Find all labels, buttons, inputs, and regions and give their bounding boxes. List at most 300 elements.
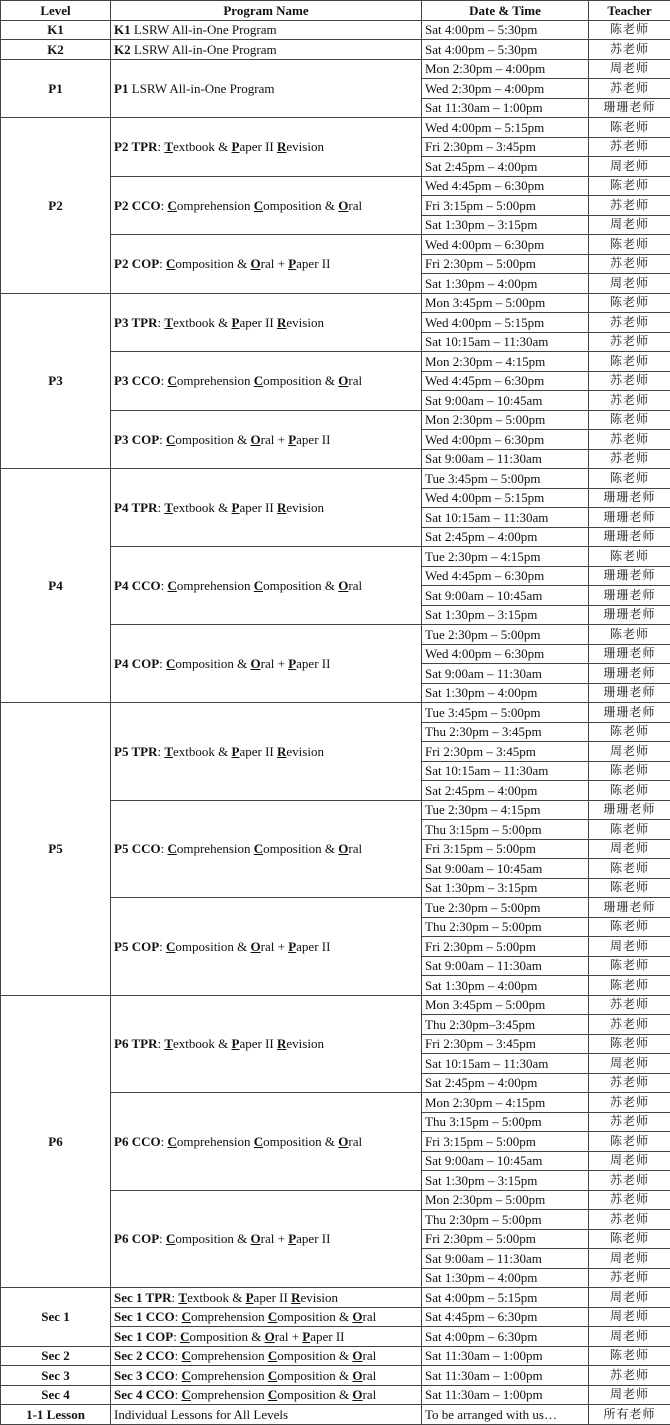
date-time-cell: Sat 9:00am – 11:30am: [422, 1249, 589, 1269]
program-initial-letter: T: [164, 500, 173, 515]
program-name-text: LSRW All-in-One Program: [131, 42, 277, 57]
teacher-cell: 陈老师: [589, 547, 670, 567]
level-cell: Sec 1: [1, 1288, 111, 1347]
program-name-text: aper II: [239, 1036, 277, 1051]
program-initial-letter: R: [277, 139, 286, 154]
program-initial-letter: O: [338, 841, 348, 856]
program-initial-letter: O: [352, 1387, 362, 1402]
teacher-cell: 珊珊老师: [589, 98, 670, 118]
program-name-text: aper II: [296, 656, 330, 671]
date-time-cell: Fri 2:30pm – 5:00pm: [422, 937, 589, 957]
program-initial-letter: C: [254, 198, 263, 213]
date-time-cell: Thu 3:15pm – 5:00pm: [422, 820, 589, 840]
program-code: Sec 4 CCO: [114, 1387, 175, 1402]
header-program-name: Program Name: [111, 1, 422, 21]
program-name-text: omposition &: [277, 1348, 352, 1363]
program-name-text: :: [159, 256, 166, 271]
date-time-cell: Sat 9:00am – 11:30am: [422, 956, 589, 976]
teacher-cell: 苏老师: [589, 40, 670, 60]
program-name-cell: [111, 1327, 422, 1347]
date-time-cell: Fri 2:30pm – 5:00pm: [422, 1229, 589, 1249]
program-code: P6 CCO: [114, 1134, 161, 1149]
program-name-cell: [111, 20, 422, 40]
teacher-cell: 苏老师: [589, 391, 670, 411]
date-time-cell: Sat 9:00am – 10:45am: [422, 586, 589, 606]
date-time-cell: Tue 2:30pm – 5:00pm: [422, 625, 589, 645]
program-name-text: extbook &: [173, 315, 232, 330]
program-code: P6 COP: [114, 1231, 159, 1246]
date-time-cell: Tue 3:45pm – 5:00pm: [422, 703, 589, 723]
program-name-text: :: [173, 1329, 180, 1344]
table-row: [1, 59, 670, 79]
program-name-text: ral: [348, 373, 362, 388]
program-name-cell: [111, 547, 422, 625]
teacher-cell: 珊珊老师: [589, 664, 670, 684]
program-initial-letter: C: [166, 1231, 175, 1246]
date-time-cell: Sat 10:15am – 11:30am: [422, 1054, 589, 1074]
teacher-cell: 苏老师: [589, 1190, 670, 1210]
level-cell: Sec 3: [1, 1366, 111, 1386]
date-time-cell: Sat 1:30pm – 4:00pm: [422, 683, 589, 703]
table-row: [1, 995, 670, 1015]
program-name-text: ral: [362, 1348, 376, 1363]
teacher-cell: 苏老师: [589, 196, 670, 216]
teacher-cell: 苏老师: [589, 1112, 670, 1132]
header-row: [1, 1, 670, 21]
program-name-text: :: [157, 1036, 164, 1051]
teacher-cell: 珊珊老师: [589, 508, 670, 528]
date-time-cell: Tue 2:30pm – 4:15pm: [422, 547, 589, 567]
teacher-cell: 周老师: [589, 1385, 670, 1405]
program-name-text: evision: [286, 500, 324, 515]
program-code: P1: [114, 81, 128, 96]
date-time-cell: Fri 2:30pm – 5:00pm: [422, 254, 589, 274]
program-name-text: omposition &: [175, 939, 250, 954]
program-name-text: ral +: [261, 939, 289, 954]
program-code: P5 TPR: [114, 744, 157, 759]
program-name-text: omposition &: [189, 1329, 264, 1344]
level-cell: P5: [1, 703, 111, 996]
program-name-text: :: [161, 578, 168, 593]
date-time-cell: Sat 1:30pm – 4:00pm: [422, 274, 589, 294]
date-time-cell: Mon 2:30pm – 4:15pm: [422, 352, 589, 372]
teacher-cell: 苏老师: [589, 1015, 670, 1035]
program-name-text: omprehension: [191, 1309, 268, 1324]
date-time-cell: Sat 9:00am – 10:45am: [422, 859, 589, 879]
program-name-cell: [111, 293, 422, 352]
teacher-cell: 苏老师: [589, 1366, 670, 1386]
program-initial-letter: C: [182, 1387, 191, 1402]
program-initial-letter: C: [268, 1348, 277, 1363]
program-name-text: :: [159, 939, 166, 954]
date-time-cell: Wed 4:00pm – 6:30pm: [422, 430, 589, 450]
date-time-cell: Wed 2:30pm – 4:00pm: [422, 79, 589, 99]
program-code: Sec 3 CCO: [114, 1368, 175, 1383]
level-cell: K2: [1, 40, 111, 60]
date-time-cell: Sat 11:30am – 1:00pm: [422, 1385, 589, 1405]
program-name-cell: [111, 410, 422, 469]
date-time-cell: Wed 4:00pm – 6:30pm: [422, 644, 589, 664]
teacher-cell: 陈老师: [589, 352, 670, 372]
date-time-cell: Wed 4:00pm – 5:15pm: [422, 313, 589, 333]
date-time-cell: Wed 4:45pm – 6:30pm: [422, 176, 589, 196]
date-time-cell: Sat 1:30pm – 4:00pm: [422, 1268, 589, 1288]
program-name-cell: [111, 235, 422, 294]
program-initial-letter: P: [232, 315, 240, 330]
program-code: K1: [114, 22, 131, 37]
program-name-text: aper II: [296, 1231, 330, 1246]
program-name-text: omprehension: [177, 1134, 254, 1149]
date-time-cell: Fri 3:15pm – 5:00pm: [422, 1132, 589, 1152]
program-name-text: :: [159, 656, 166, 671]
teacher-cell: 陈老师: [589, 1034, 670, 1054]
date-time-cell: Wed 4:45pm – 6:30pm: [422, 566, 589, 586]
date-time-cell: Sat 10:15am – 11:30am: [422, 761, 589, 781]
program-name-text: :: [157, 500, 164, 515]
program-name-text: :: [172, 1290, 179, 1305]
program-name-cell: [111, 703, 422, 801]
teacher-cell: 苏老师: [589, 1073, 670, 1093]
program-name-text: aper II: [239, 500, 277, 515]
date-time-cell: Fri 3:15pm – 5:00pm: [422, 839, 589, 859]
program-initial-letter: R: [291, 1290, 300, 1305]
program-name-text: extbook &: [173, 1036, 232, 1051]
teacher-cell: 珊珊老师: [589, 898, 670, 918]
program-name-cell: [111, 1093, 422, 1191]
header-level: Level: [1, 1, 111, 21]
program-code: P5 CCO: [114, 841, 161, 856]
teacher-cell: 周老师: [589, 1249, 670, 1269]
teacher-cell: 周老师: [589, 742, 670, 762]
program-initial-letter: P: [232, 139, 240, 154]
date-time-cell: Wed 4:00pm – 5:15pm: [422, 118, 589, 138]
date-time-cell: Sat 1:30pm – 4:00pm: [422, 976, 589, 996]
teacher-cell: 苏老师: [589, 995, 670, 1015]
program-name-text: omposition &: [175, 432, 250, 447]
program-name-text: :: [157, 139, 164, 154]
teacher-cell: 珊珊老师: [589, 527, 670, 547]
table-row: [1, 1385, 670, 1405]
teacher-cell: 陈老师: [589, 722, 670, 742]
teacher-cell: 周老师: [589, 215, 670, 235]
program-initial-letter: C: [254, 841, 263, 856]
program-name-text: extbook &: [173, 744, 232, 759]
program-name-text: :: [175, 1348, 182, 1363]
program-name-text: :: [157, 315, 164, 330]
program-initial-letter: P: [288, 939, 296, 954]
program-initial-letter: C: [182, 1348, 191, 1363]
teacher-cell: 珊珊老师: [589, 488, 670, 508]
program-name-text: extbook &: [173, 500, 232, 515]
program-name-text: omprehension: [177, 841, 254, 856]
date-time-cell: Sat 1:30pm – 3:15pm: [422, 1171, 589, 1191]
table-row: [1, 293, 670, 313]
program-name-cell: [111, 1366, 422, 1386]
teacher-cell: 周老师: [589, 1151, 670, 1171]
teacher-cell: 周老师: [589, 1327, 670, 1347]
date-time-cell: Sat 10:15am – 11:30am: [422, 508, 589, 528]
program-code: P3 CCO: [114, 373, 161, 388]
date-time-cell: Thu 2:30pm–3:45pm: [422, 1015, 589, 1035]
program-initial-letter: O: [338, 373, 348, 388]
table-row: [1, 1366, 670, 1386]
teacher-cell: 陈老师: [589, 293, 670, 313]
program-name-text: :: [175, 1368, 182, 1383]
program-name-text: ral: [348, 578, 362, 593]
program-code: P4 TPR: [114, 500, 157, 515]
program-initial-letter: C: [166, 656, 175, 671]
program-name-text: ral +: [275, 1329, 303, 1344]
program-name-text: omposition &: [263, 373, 338, 388]
date-time-cell: Sat 1:30pm – 3:15pm: [422, 878, 589, 898]
teacher-cell: 周老师: [589, 59, 670, 79]
program-name-text: aper II: [239, 315, 277, 330]
program-name-text: omposition &: [263, 1134, 338, 1149]
table-row: [1, 1405, 670, 1425]
program-name-text: :: [175, 1387, 182, 1402]
teacher-cell: 陈老师: [589, 878, 670, 898]
program-initial-letter: O: [265, 1329, 275, 1344]
date-time-cell: Sat 9:00am – 10:45am: [422, 391, 589, 411]
teacher-cell: 陈老师: [589, 917, 670, 937]
date-time-cell: Sat 1:30pm – 3:15pm: [422, 215, 589, 235]
table-row: [1, 469, 670, 489]
teacher-cell: 陈老师: [589, 820, 670, 840]
date-time-cell: Thu 2:30pm – 3:45pm: [422, 722, 589, 742]
program-initial-letter: P: [302, 1329, 310, 1344]
program-initial-letter: R: [277, 315, 286, 330]
teacher-cell: 陈老师: [589, 976, 670, 996]
program-name-text: ral +: [261, 656, 289, 671]
program-name-text: omposition &: [263, 198, 338, 213]
program-name-text: :: [159, 1231, 166, 1246]
program-name-text: :: [175, 1309, 182, 1324]
program-initial-letter: C: [268, 1387, 277, 1402]
teacher-cell: 陈老师: [589, 1132, 670, 1152]
program-initial-letter: C: [166, 432, 175, 447]
table-row: [1, 40, 670, 60]
table-row: [1, 703, 670, 723]
teacher-cell: 苏老师: [589, 371, 670, 391]
teacher-cell: 苏老师: [589, 1268, 670, 1288]
date-time-cell: Mon 2:30pm – 5:00pm: [422, 410, 589, 430]
program-initial-letter: R: [277, 744, 286, 759]
date-time-cell: Mon 2:30pm – 4:00pm: [422, 59, 589, 79]
date-time-cell: Sat 11:30am – 1:00pm: [422, 1366, 589, 1386]
program-name-text: ral: [348, 841, 362, 856]
program-name-text: omprehension: [177, 578, 254, 593]
teacher-cell: 珊珊老师: [589, 683, 670, 703]
program-name-text: aper II: [296, 939, 330, 954]
date-time-cell: Thu 3:15pm – 5:00pm: [422, 1112, 589, 1132]
date-time-cell: Wed 4:45pm – 6:30pm: [422, 371, 589, 391]
teacher-cell: 珊珊老师: [589, 800, 670, 820]
teacher-cell: 周老师: [589, 1054, 670, 1074]
program-name-text: aper II: [239, 139, 277, 154]
date-time-cell: Tue 2:30pm – 4:15pm: [422, 800, 589, 820]
program-name-cell: [111, 625, 422, 703]
program-initial-letter: P: [288, 656, 296, 671]
level-cell: P3: [1, 293, 111, 469]
teacher-cell: 苏老师: [589, 313, 670, 333]
program-initial-letter: C: [182, 1309, 191, 1324]
program-name-cell: [111, 1190, 422, 1288]
table-row: [1, 1288, 670, 1308]
teacher-cell: 陈老师: [589, 956, 670, 976]
program-name-text: :: [157, 744, 164, 759]
program-code: P2 TPR: [114, 139, 157, 154]
program-name-text: omprehension: [177, 198, 254, 213]
level-cell: Sec 4: [1, 1385, 111, 1405]
program-initial-letter: C: [167, 1134, 176, 1149]
teacher-cell: 周老师: [589, 157, 670, 177]
date-time-cell: Sat 10:15am – 11:30am: [422, 332, 589, 352]
teacher-cell: 周老师: [589, 839, 670, 859]
teacher-cell: 陈老师: [589, 625, 670, 645]
date-time-cell: Sat 9:00am – 11:30am: [422, 664, 589, 684]
program-initial-letter: T: [164, 1036, 173, 1051]
program-name-text: :: [159, 432, 166, 447]
program-name-text: aper II: [310, 1329, 344, 1344]
program-initial-letter: C: [268, 1368, 277, 1383]
program-name-text: omprehension: [191, 1368, 268, 1383]
date-time-cell: To be arranged with us…: [422, 1405, 589, 1425]
teacher-cell: 苏老师: [589, 1093, 670, 1113]
teacher-cell: 陈老师: [589, 1229, 670, 1249]
teacher-cell: 周老师: [589, 274, 670, 294]
program-code: P4 CCO: [114, 578, 161, 593]
program-initial-letter: C: [268, 1309, 277, 1324]
program-code: P4 COP: [114, 656, 159, 671]
program-initial-letter: C: [180, 1329, 189, 1344]
program-name-cell: [111, 118, 422, 177]
program-initial-letter: O: [338, 198, 348, 213]
program-name-text: omposition &: [277, 1387, 352, 1402]
teacher-cell: 陈老师: [589, 781, 670, 801]
program-initial-letter: T: [164, 315, 173, 330]
program-name-text: aper II: [254, 1290, 292, 1305]
program-name-cell: [111, 1385, 422, 1405]
program-code: Sec 1 CCO: [114, 1309, 175, 1324]
teacher-cell: 珊珊老师: [589, 586, 670, 606]
header-date-time: Date & Time: [422, 1, 589, 21]
program-initial-letter: P: [246, 1290, 254, 1305]
program-name-text: :: [161, 373, 168, 388]
program-name-text: omprehension: [191, 1348, 268, 1363]
table-header: [1, 1, 670, 21]
program-initial-letter: P: [288, 1231, 296, 1246]
program-initial-letter: O: [338, 1134, 348, 1149]
teacher-cell: 陈老师: [589, 859, 670, 879]
program-code: K2: [114, 42, 131, 57]
date-time-cell: Sat 2:45pm – 4:00pm: [422, 157, 589, 177]
date-time-cell: Sat 4:00pm – 5:15pm: [422, 1288, 589, 1308]
teacher-cell: 苏老师: [589, 430, 670, 450]
program-initial-letter: C: [166, 939, 175, 954]
program-name-cell: [111, 1307, 422, 1327]
program-initial-letter: P: [232, 744, 240, 759]
program-initial-letter: P: [288, 256, 296, 271]
program-name-text: omprehension: [177, 373, 254, 388]
program-name-cell: [111, 1346, 422, 1366]
program-name-text: omposition &: [277, 1309, 352, 1324]
date-time-cell: Sat 4:00pm – 5:30pm: [422, 20, 589, 40]
program-name-text: ral: [362, 1368, 376, 1383]
program-name-text: extbook &: [187, 1290, 246, 1305]
teacher-cell: 所有老师: [589, 1405, 670, 1425]
program-name-cell: [111, 898, 422, 996]
program-name-text: omprehension: [191, 1387, 268, 1402]
teacher-cell: 周老师: [589, 937, 670, 957]
program-name-cell: [111, 1405, 422, 1425]
program-name-text: evision: [300, 1290, 338, 1305]
program-name-text: ral +: [261, 1231, 289, 1246]
program-code: Sec 1 COP: [114, 1329, 173, 1344]
date-time-cell: Sat 11:30am – 1:00pm: [422, 1346, 589, 1366]
date-time-cell: Sat 2:45pm – 4:00pm: [422, 1073, 589, 1093]
program-name-text: LSRW All-in-One Program: [128, 81, 274, 96]
program-name-text: :: [161, 841, 168, 856]
program-name-cell: [111, 40, 422, 60]
program-initial-letter: P: [288, 432, 296, 447]
date-time-cell: Mon 3:45pm – 5:00pm: [422, 293, 589, 313]
teacher-cell: 陈老师: [589, 176, 670, 196]
teacher-cell: 苏老师: [589, 1210, 670, 1230]
date-time-cell: Fri 2:30pm – 3:45pm: [422, 742, 589, 762]
program-name-text: ral: [348, 198, 362, 213]
level-cell: P2: [1, 118, 111, 294]
date-time-cell: Wed 4:00pm – 5:15pm: [422, 488, 589, 508]
program-code: P3 COP: [114, 432, 159, 447]
program-name-text: ral: [362, 1309, 376, 1324]
program-name-text: evision: [286, 315, 324, 330]
teacher-cell: 珊珊老师: [589, 605, 670, 625]
date-time-cell: Sat 4:45pm – 6:30pm: [422, 1307, 589, 1327]
program-name-text: omposition &: [263, 578, 338, 593]
table-row: [1, 1346, 670, 1366]
date-time-cell: Fri 3:15pm – 5:00pm: [422, 196, 589, 216]
teacher-cell: 珊珊老师: [589, 703, 670, 723]
teacher-cell: 珊珊老师: [589, 644, 670, 664]
date-time-cell: Thu 2:30pm – 5:00pm: [422, 1210, 589, 1230]
date-time-cell: Sat 2:45pm – 4:00pm: [422, 527, 589, 547]
program-initial-letter: O: [251, 1231, 261, 1246]
program-name-text: aper II: [239, 744, 277, 759]
date-time-cell: Sat 4:00pm – 6:30pm: [422, 1327, 589, 1347]
teacher-cell: 苏老师: [589, 449, 670, 469]
program-initial-letter: C: [182, 1368, 191, 1383]
teacher-cell: 陈老师: [589, 20, 670, 40]
program-name-text: Individual Lessons for All Levels: [114, 1407, 288, 1422]
program-name-text: LSRW All-in-One Program: [131, 22, 277, 37]
program-name-text: aper II: [296, 256, 330, 271]
date-time-cell: Sat 11:30am – 1:00pm: [422, 98, 589, 118]
date-time-cell: Sat 9:00am – 10:45am: [422, 1151, 589, 1171]
teacher-cell: 陈老师: [589, 1346, 670, 1366]
teacher-cell: 陈老师: [589, 761, 670, 781]
teacher-cell: 周老师: [589, 1288, 670, 1308]
program-code: P3 TPR: [114, 315, 157, 330]
table-row: [1, 118, 670, 138]
date-time-cell: Sat 4:00pm – 5:30pm: [422, 40, 589, 60]
program-name-text: ral +: [261, 256, 289, 271]
date-time-cell: Mon 3:45pm – 5:00pm: [422, 995, 589, 1015]
program-initial-letter: O: [251, 939, 261, 954]
program-code: P2 CCO: [114, 198, 161, 213]
program-name-cell: [111, 1288, 422, 1308]
program-initial-letter: C: [167, 578, 176, 593]
table-body: [1, 20, 670, 1424]
